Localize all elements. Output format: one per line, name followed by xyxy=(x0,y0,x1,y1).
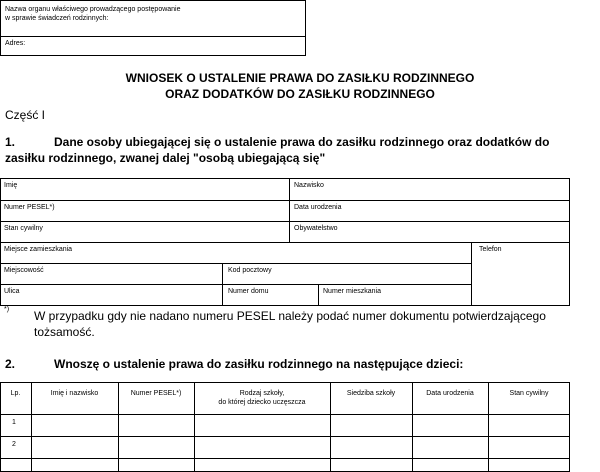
section2-text: Wnoszę o ustalenie prawa do zasiłku rodzinnego na następujące dzieci: xyxy=(54,357,464,371)
pesel-label: Numer PESEL*) xyxy=(4,204,55,211)
authority-name-label-1: Nazwa organu właściwego prowadzącego postępowanie xyxy=(5,6,181,13)
col-header-birth-date: Data urodzenia xyxy=(426,390,474,397)
phone-divider xyxy=(471,242,472,306)
col-divider xyxy=(289,178,290,243)
form-title-line1: WNIOSEK O USTALENIE PRAWA DO ZASIŁKU RODZINNEGO xyxy=(125,71,475,85)
col-divider xyxy=(318,284,319,306)
table-row-number: 1 xyxy=(12,419,16,426)
footnote-text-line1: W przypadku gdy nie nadano numeru PESEL należy podać numer dokumentu potwierdzającego xyxy=(34,309,546,323)
town-label: Miejscowość xyxy=(4,267,44,274)
row-divider xyxy=(0,200,570,201)
col-header-lp: Lp. xyxy=(10,390,21,397)
col-header-name: Imię i nazwisko xyxy=(50,390,99,397)
citizenship-label: Obywatelstwo xyxy=(294,225,338,232)
flat-number-label: Numer mieszkania xyxy=(323,288,381,295)
footnote-marker: *) xyxy=(4,306,10,313)
authority-address-label: Adres: xyxy=(5,40,26,47)
row-divider xyxy=(0,263,472,264)
col-header-pesel: Numer PESEL*) xyxy=(130,390,182,397)
section1-text-line2: zasiłku rodzinnego, zwanej dalej "osobą ubiegającą się" xyxy=(5,151,326,165)
first-name-label: Imię xyxy=(4,182,18,189)
table-row-divider xyxy=(0,458,570,459)
table-header-divider xyxy=(0,414,570,415)
section1-number: 1. xyxy=(5,135,16,149)
postal-code-label: Kod pocztowy xyxy=(228,267,272,274)
col-header-marital-status: Stan cywilny xyxy=(509,390,549,397)
section1-text-line1: Dane osoby ubiegającej się o ustalenie prawa do zasiłku rodzinnego oraz dodatków do xyxy=(54,135,550,149)
col-header-school-type-2: do której dziecko uczęszcza xyxy=(218,399,306,406)
section2-number: 2. xyxy=(5,357,16,371)
col-header-school-seat: Siedziba szkoły xyxy=(346,390,396,397)
form-title-line2: ORAZ DODATKÓW DO ZASIŁKU RODZINNEGO xyxy=(165,87,435,101)
residence-label: Miejsce zamieszkania xyxy=(4,246,73,253)
authority-name-label-2: w sprawie świadczeń rodzinnych: xyxy=(5,15,109,22)
street-label: Ulica xyxy=(4,288,20,295)
col-header-school-type-1: Rodzaj szkoły, xyxy=(239,390,285,397)
birth-date-label: Data urodzenia xyxy=(294,204,342,211)
house-number-label: Numer domu xyxy=(228,288,269,295)
row-divider xyxy=(0,221,570,222)
part-label: Część I xyxy=(5,108,46,122)
footnote-text-line2: tożsamość. xyxy=(34,325,95,339)
table-row-divider xyxy=(0,436,570,437)
table-row-number: 2 xyxy=(12,441,16,448)
applicant-form-top xyxy=(0,178,570,243)
phone-label: Telefon xyxy=(479,246,502,253)
col-divider xyxy=(222,263,223,306)
row-divider xyxy=(0,284,472,285)
authority-divider xyxy=(0,36,306,37)
marital-status-label: Stan cywilny xyxy=(4,225,43,232)
last-name-label: Nazwisko xyxy=(294,182,324,189)
